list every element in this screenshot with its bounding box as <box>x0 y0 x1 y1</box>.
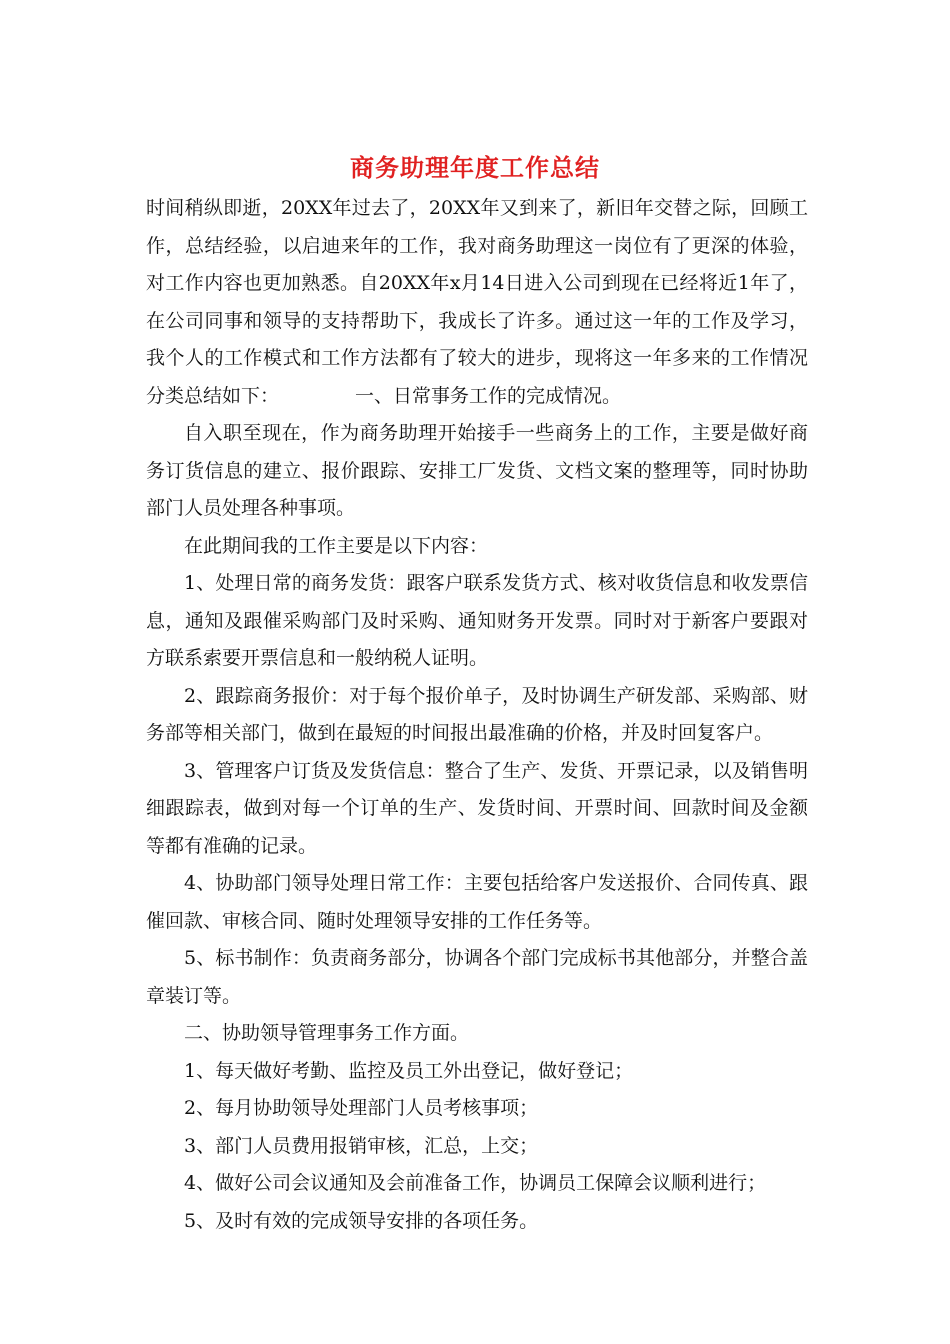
document-title: 商务助理年度工作总结 <box>350 153 600 182</box>
section-heading-admin: 二、协助领导管理事务工作方面。 <box>184 1022 470 1044</box>
document-body <box>146 190 808 1240</box>
list-item-meetings: 4、做好公司会议通知及会前准备工作，协调员工保障会议顺利进行； <box>184 1172 767 1194</box>
list-item-tender: 5、标书制作：负责商务部分，协调各个部门完成标书其他部分，并整合盖章装订等。 <box>146 947 808 1007</box>
list-item-attendance: 1、每天做好考勤、监控及员工外出登记，做好登记； <box>184 1059 634 1082</box>
list-item-assist-leader: 4、协助部门领导处理日常工作：主要包括给客户发送报价、合同传真、跟催回款、审核合同、随时处理领导安排的工作任务等。 <box>146 872 808 932</box>
list-item-tasks: 5、及时有效的完成领导安排的各项任务。 <box>184 1209 539 1232</box>
list-item-expenses: 3、部门人员费用报销审核，汇总，上交； <box>184 1134 539 1157</box>
section-heading-daily-work: 一、日常事务工作的完成情况。 <box>355 384 622 407</box>
list-item-quotation: 2、跟踪商务报价：对于每个报价单子，及时协调生产研发部、采购部、财务部等相关部门，做到在最短的时间报出最准确的价格，并及时回复客户。 <box>146 684 808 744</box>
paragraph-work-content-intro: 在此期间我的工作主要是以下内容： <box>184 534 489 557</box>
list-item-assessment: 2、每月协助领导处理部门人员考核事项； <box>184 1097 539 1119</box>
list-item-order-management: 3、管理客户订货及发货信息：整合了生产、发货、开票记录，以及销售明细跟踪表，做到对每一个订单的生产、发货时间、开票时间、回款时间及金额等都有准确的记录。 <box>146 759 808 857</box>
intro-paragraph <box>146 190 808 415</box>
intro-text: 时间稍纵即逝，20XX年过去了，20XX年又到来了，新旧年交替之际，回顾工作，总结经验，以启迪来年的工作，我对商务助理这一岗位有了更深的体验，对工作内容也更加熟悉。自20XX年x月14日进入公司到现在已经将近1年了，在公司同事和领导的支持帮助下，我成长了许多。通过这一年的工作及学习，我个人的工作模式和工作方法都有了较大的进步，现将这一年多来的工作情况分类总结如下： <box>146 197 808 407</box>
paragraph-duties: 自入职至现在，作为商务助理开始接手一些商务上的工作，主要是做好商务订货信息的建立、报价跟踪、安排工厂发货、文档文案的整理等，同时协助部门人员处理各种事项。 <box>146 422 808 519</box>
list-item-shipping: 1、处理日常的商务发货：跟客户联系发货方式、核对收货信息和收发票信息，通知及跟催采购部门及时采购、通知财务开发票。同时对于新客户要跟对方联系索要开票信息和一般纳税人证明。 <box>146 572 808 669</box>
